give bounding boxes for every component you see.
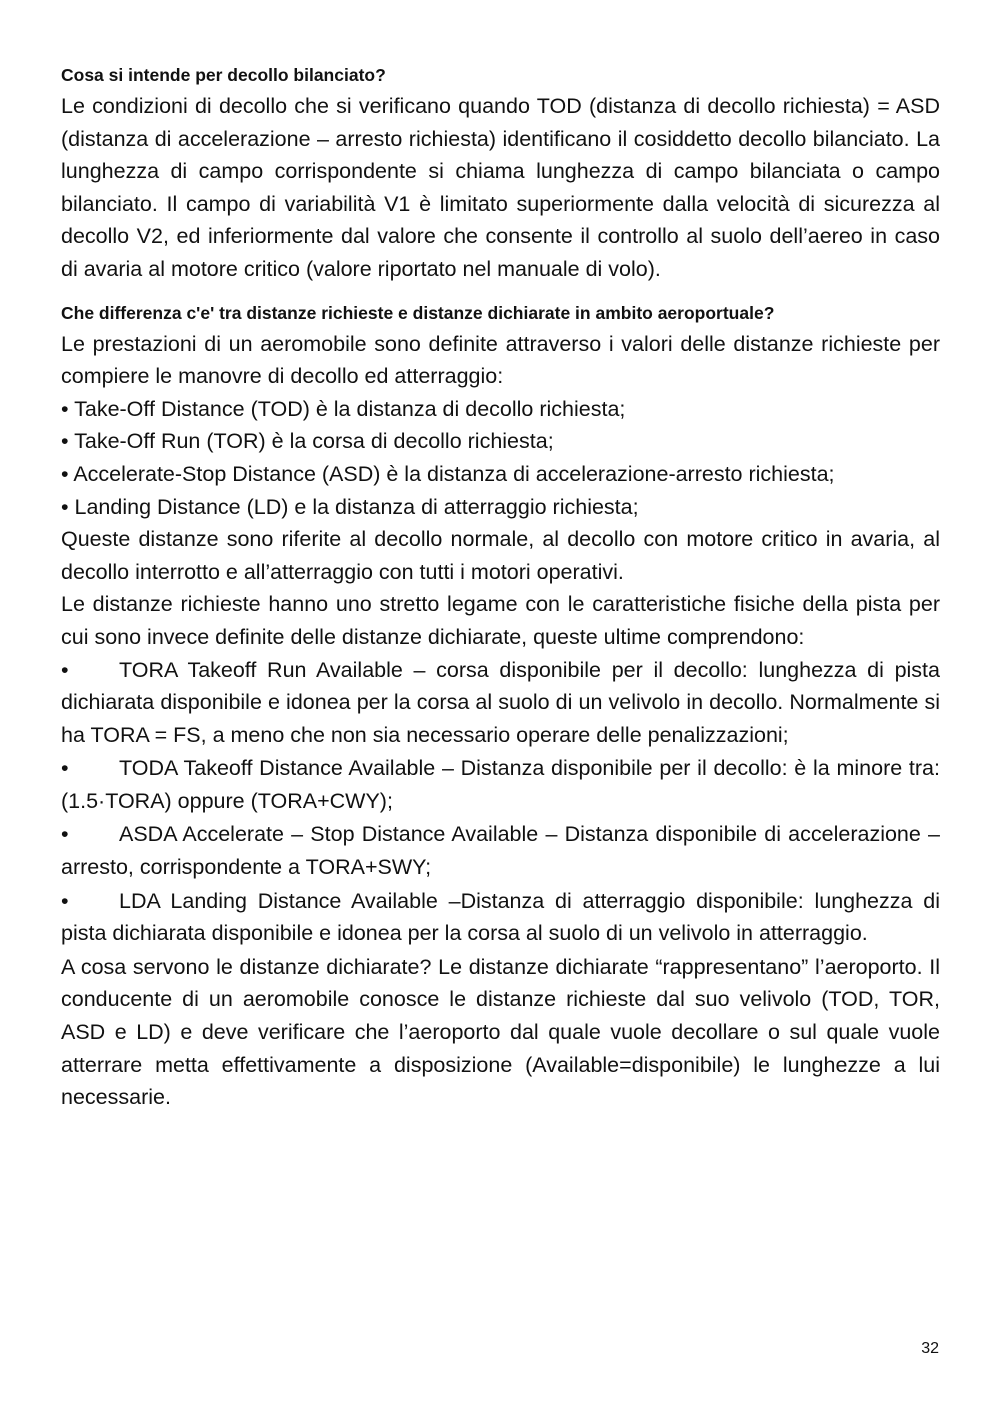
document-page [61,62,940,1114]
bullet-icon: • [61,657,69,682]
list-item [61,818,940,883]
distances-conditions-paragraph: Queste distanze sono riferite al decollo normale, al decollo con motore critico in avaria, al decollo interrotto e all’atterraggio con tutti i motori operativi. [61,527,940,584]
bullet-icon: • [61,888,69,913]
list-item [61,752,940,817]
bullet-icon: • [61,822,69,847]
list-item [61,885,940,950]
required-distance-item: • Take-Off Run (TOR) è la corsa di decollo richiesta; [61,429,554,454]
section-heading-balanced-takeoff: Cosa si intende per decollo bilanciato? [61,65,386,85]
list-item [61,654,940,752]
balanced-takeoff-paragraph: Le condizioni di decollo che si verificano quando TOD (distanza di decollo richiesta) = ASD (distanza di accelerazione – arresto richiesta) identificano il cosiddetto decollo bilanciato. La lunghezza di campo corrispondente si chiama lunghezza di campo bilanciata o campo bilanciato. Il campo di variabilità V1 è limitato superiormente dalla velocità di sicurezza al decollo V2, ed inferiormente dal valore che consente il controllo al suolo dell’aereo in caso di avaria al motore critico (valore riportato nel manuale di volo). [61,94,940,281]
declared-item-text: LDA Landing Distance Available –Distanza di atterraggio disponibile: lunghezza di pista dichiarata disponibile e idonea per la corsa al suolo di un velivolo in atterraggio. [61,888,940,946]
page-number: 32 [921,1340,939,1357]
required-distance-item: • Take-Off Distance (TOD) è la distanza di decollo richiesta; [61,396,626,421]
declared-item-text: TORA Takeoff Run Available – corsa disponibile per il decollo: lunghezza di pista dichiarata disponibile e idonea per la corsa al suolo di un velivolo in decollo. Normalmente si ha TORA = FS, a meno che non sia necessario operare delle penalizzazioni; [61,657,940,747]
declared-item-text: TODA Takeoff Distance Available – Distanza disponibile per il decollo: è la minore tra: (1.5·TORA) oppure (TORA+CWY); [61,756,940,813]
declared-item-text: ASDA Accelerate – Stop Distance Available – Distanza disponibile di accelerazione – arresto, corrispondente a TORA+SWY; [61,822,940,880]
section-heading-distances: Che differenza c'e' tra distanze richieste e distanze dichiarate in ambito aeroportuale? [61,302,775,323]
bullet-icon: • [61,756,69,781]
declared-distances-purpose-paragraph: A cosa servono le distanze dichiarate? Le distanze dichiarate “rappresentano” l’aeroporto. Il conducente di un aeromobile conosce le distanze richieste dal suo velivolo (TOD, TOR, ASD e LD) e deve verificare che l’aeroporto dal quale vuole decollare o sul quale vuole atterrare metta effettivamente a disposizione (Available=disponibile) le lunghezze a lui necessarie. [61,954,940,1110]
declared-distances-list [61,654,940,950]
required-distance-item: • Landing Distance (LD) e la distanza di atterraggio richiesta; [61,494,639,519]
distances-intro-paragraph: Le prestazioni di un aeromobile sono definite attraverso i valori delle distanze richieste per compiere le manovre di decollo ed atterraggio: [61,331,940,389]
declared-distances-paragraph: Le distanze richieste hanno uno stretto legame con le caratteristiche fisiche della pista per cui sono invece definite delle distanze dichiarate, queste ultime comprendono: [61,592,940,649]
required-distance-item: • Accelerate-Stop Distance (ASD) è la distanza di accelerazione-arresto richiesta; [61,461,835,486]
